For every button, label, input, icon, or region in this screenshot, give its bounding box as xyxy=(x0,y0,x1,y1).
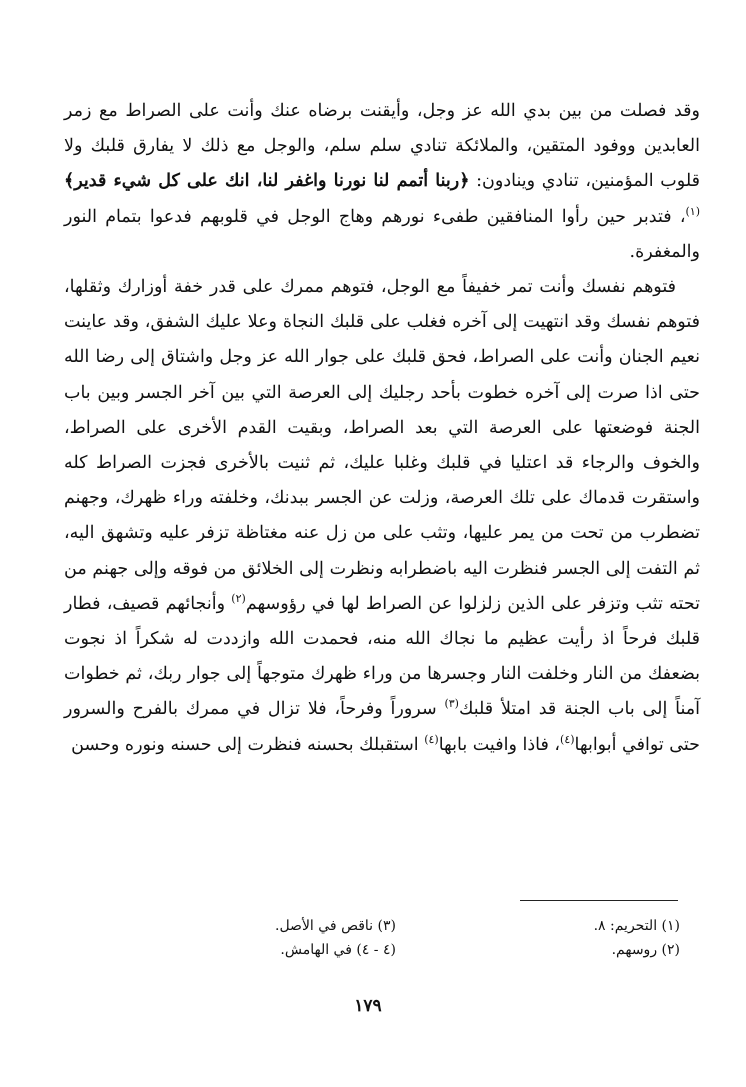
footnote-ref-3: (٣) xyxy=(444,697,459,711)
paragraph-1-text-b: ، فتدبر حين رأوا المنافقين طفىء نورهم وهاج الوجل في قلوبهم فدعوا بتمام النور والمغفرة. xyxy=(64,206,700,262)
footnote-divider xyxy=(520,900,678,901)
footnote-4: (٤ - ٤) في الهامش. xyxy=(280,942,396,958)
footnotes-left-column xyxy=(246,914,396,962)
paragraph-2-text-b: وأنجائهم قصيف، فطار قلبك فرحاً اذ رأيت عظيم ما نجاك الله منه، فحمدت الله وازددت له شكراً اذ نجوت بضعفك من النار وخلفت النار وجسرها من وراء ظهرك متوجهاً إلى جوار ربك، ثم خطوات آمناً إلى باب الجنة قد امتلأ قلبك xyxy=(64,593,700,720)
footnote-ref-1: (١) xyxy=(685,204,700,218)
paragraph-2 xyxy=(64,270,700,763)
footnote-ref-4a: (٤) xyxy=(560,732,575,746)
paragraph-2-text-a: فتوهم نفسك وأنت تمر خفيفاً مع الوجل، فتوهم ممرك على قدر خفة أوزارك وثقلها، فتوهم نفسك وقد انتهيت إلى آخره فغلب على قلبك النجاة وعلا عليك الشفق، وقد عاينت نعيم الجنان وأنت على الصراط، فحق قلبك على جوار الله عز وجل واشتاق إلى رضا الله حتى اذا صرت إلى آخره خطوت بأحد رجليك إلى العرصة التي بين آخر الجسر وبين باب الجنة فوضعتها على العرصة التي بعد الصراط، وبقيت القدم الأخرى على الصراط، والخوف والرجاء قد اعتليا في قلبك وغلبا عليك، ثم ثنيت بالأخرى فجزت الصراط كله واستقرت قدماك على تلك العرصة، وزلت عن الجسر ببدنك، وخلفته وراء ظهرك، وجهنم تضطرب من تحت من يمر عليها، وتثب على من زل عنه مغتاظة تزفر عليه وتشهق اليه، ثم التفت إلى الجسر فنظرت اليه باضطرابه ونظرت إلى الخلائق من فوقه وإلى جهنم من تحته تثب وتزفر على الذين زلزلوا عن الصراط لها في رؤوسهم xyxy=(64,277,700,614)
page-number: ١٧٩ xyxy=(354,996,382,1016)
paragraph-2-text-c: سروراً وفرحاً، فلا تزال في ممرك بالفرح والسرور حتى توافي أبوابها xyxy=(64,699,700,755)
paragraph-2-text-d: ، فاذا وافيت بابها xyxy=(438,734,561,755)
footnote-ref-4b: (٤) xyxy=(424,732,439,746)
footnotes-right-column xyxy=(520,914,680,962)
paragraph-1-text-a: وقد فصلت من بين بدي الله عز وجل، وأيقنت برضاه عنك وأنت على الصراط مع زمر العابدين ووفود المتقين، والملائكة تنادي سلم سلم، والوجل مع ذلك لا يفارق قلبك ولا قلوب المؤمنين، تنادي وينادون: xyxy=(64,101,700,192)
quran-verse: ﴿ربنا أتمم لنا نورنا واغفر لنا، انك على كل شيء قدير﴾ xyxy=(64,171,470,192)
footnote-1: (١) التحريم: ٨. xyxy=(593,918,680,934)
footnote-ref-2: (٢) xyxy=(231,592,246,606)
paragraph-2-text-e: استقبلك بحسنه فنظرت إلى حسنه ونوره وحسن xyxy=(71,734,425,755)
main-text xyxy=(64,94,700,763)
footnote-2: (٢) روسهم. xyxy=(611,942,680,958)
footnote-3: (٣) ناقص في الأصل. xyxy=(275,918,396,934)
paragraph-1 xyxy=(64,94,700,270)
